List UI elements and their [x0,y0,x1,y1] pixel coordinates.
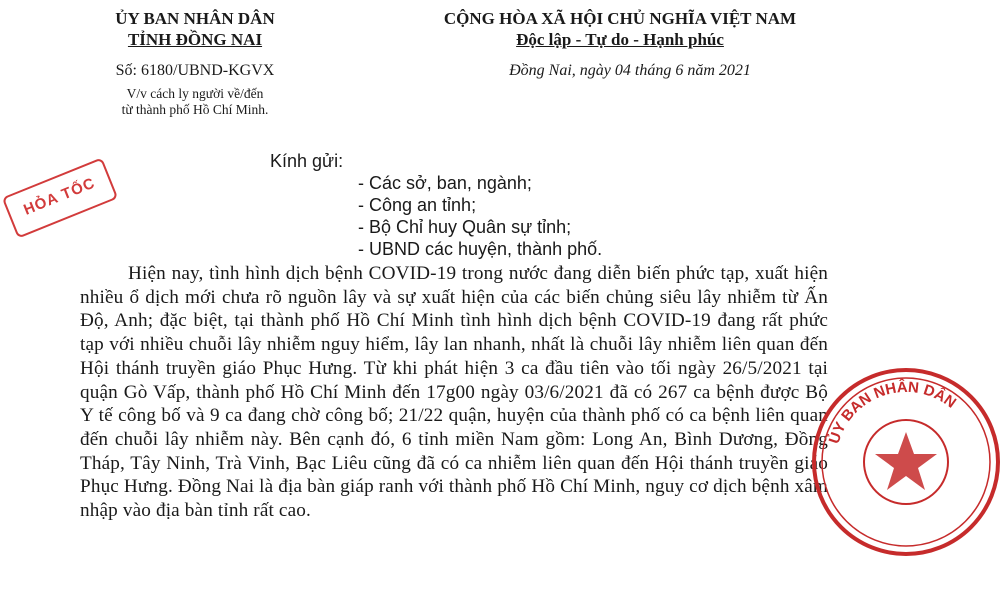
body-paragraph: Hiện nay, tình hình dịch bệnh COVID-19 trong nước đang diễn biến phức tạp, xuất hiện nhiều ổ dịch mới chưa rõ nguồn lây và sự xuất hiện của các biến chủng siêu lây nhiễm từ Ấn Độ, Anh; đặc biệt, tại thành phố Hồ Chí Minh tình hình dịch bệnh COVID-19 đang rất phức tạp với nhiều chuỗi lây nhiễm nguy hiểm, lây lan nhanh, nhất là chuỗi lây nhiễm liên quan đến Hội thánh truyền giáo Phục Hưng. Từ khi phát hiện 3 ca đầu tiên vào tối ngày 26/5/2021 tại quận Gò Vấp, thành phố Hồ Chí Minh đến 17g00 ngày 03/6/2021 đã có 267 ca bệnh được Bộ Y tế công bố và 9 ca đang chờ công bố; 21/22 quận, huyện của thành phố có ca bệnh liên quan đến chuỗi lây nhiễm này. Bên cạnh đó, 6 tỉnh miền Nam gồm: Long An, Bình Dương, Đồng Tháp, Tây Ninh, Trà Vinh, Bạc Liêu cũng đã có ca nhiễm liên quan đến Hội thánh truyền giáo Phục Hưng. Đồng Nai là địa bàn giáp ranh với thành phố Hồ Chí Minh, nguy cơ dịch bệnh xâm nhập vào địa bàn tỉnh rất cao. [80,263,829,522]
subject [60,86,330,118]
dateline: Đồng Nai, ngày 04 tháng 6 năm 2021 [509,62,751,79]
issuer-block [40,8,350,50]
national-title: CỘNG HÒA XÃ HỘI CHỦ NGHĨA VIỆT NAM [443,9,797,28]
recipient-item: - Các sở, ban, ngành; [358,173,532,193]
recipient-item: - UBND các huyện, thành phố. [358,239,603,259]
recipients-block [270,150,602,260]
recipients-list [270,172,602,260]
national-header [360,8,880,50]
recipient-item: - Công an tỉnh; [358,195,477,215]
urgent-stamp-text: HỎA TỐC [21,174,98,219]
issuer-line2: TỈNH ĐỒNG NAI [127,30,263,49]
recipient-item: - Bộ Chỉ huy Quân sự tỉnh; [358,217,572,237]
issuer-line1: ỦY BAN NHÂN DÂN [115,9,275,28]
seal-text: ỦY BAN NHÂN DÂN [825,378,960,446]
document-number: Số: 6180/UBND-KGVX [115,62,275,79]
official-seal [806,362,1006,562]
subject-line1: V/v cách ly người về/đến [126,86,264,101]
star-icon [875,432,937,490]
subject-line2: từ thành phố Hồ Chí Minh. [121,102,269,117]
national-motto: Độc lập - Tự do - Hạnh phúc [516,30,724,49]
urgent-stamp [2,157,119,238]
recipients-label: Kính gửi: [270,151,344,171]
